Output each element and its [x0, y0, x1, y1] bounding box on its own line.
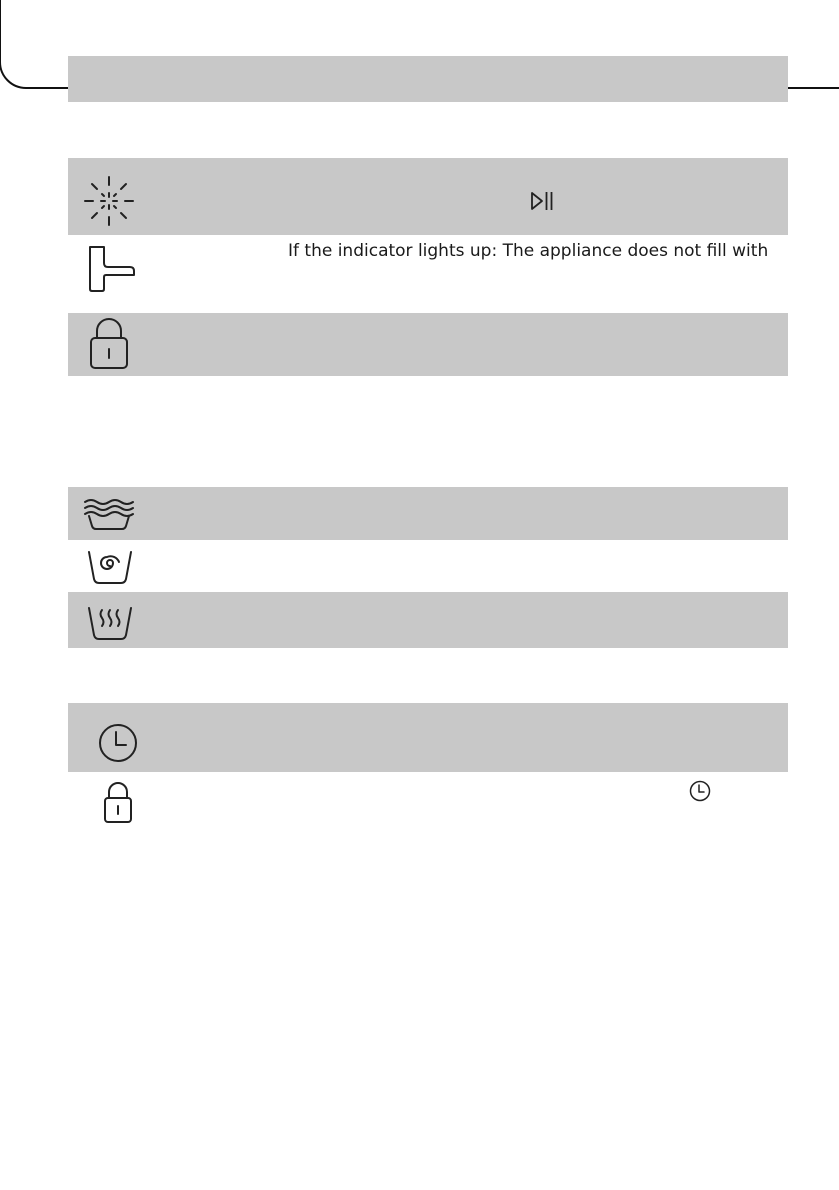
prewash-row: [68, 487, 788, 540]
padlock-icon: [103, 782, 133, 824]
door-lock-row: [68, 313, 788, 376]
blinking-light-icon: [82, 174, 136, 228]
steam-basin-icon: [87, 604, 133, 642]
start-pause-icon: [529, 190, 555, 212]
padlock-icon: [89, 318, 129, 370]
spin-row: [68, 540, 788, 592]
prewash-basin-icon: [83, 497, 135, 531]
water-tap-row: [68, 235, 788, 313]
steam-row: [68, 592, 788, 648]
spin-basin-icon: [87, 548, 133, 586]
clock-icon: [98, 723, 138, 763]
child-lock-row: [68, 772, 788, 832]
header-bar: [68, 56, 788, 102]
blinking-indicator-row: [68, 158, 788, 235]
time-row: [68, 703, 788, 772]
water-tap-description: If the indicator lights up: The appliance does not fill with: [288, 241, 769, 261]
water-tap-icon: [86, 243, 138, 293]
small-clock-icon: [689, 780, 711, 802]
